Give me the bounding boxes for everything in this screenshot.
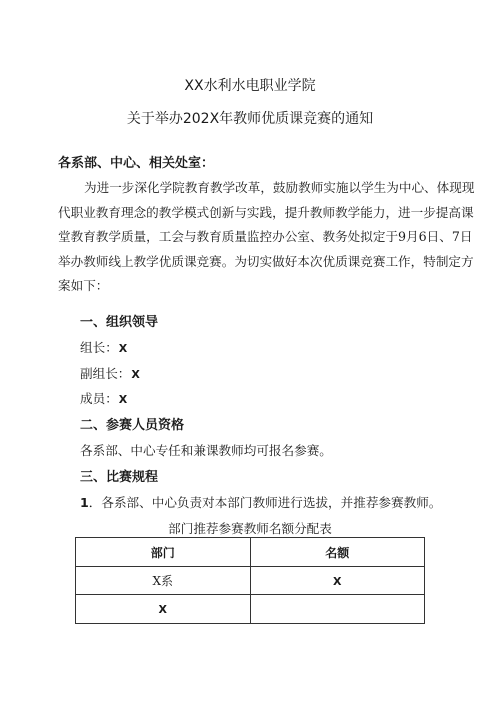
rule-1 [80,492,441,511]
salutation: 各系部、中心、相关处室： [58,156,215,171]
member-line [80,388,127,407]
leader-value: X [118,342,128,355]
header-quota: 名额 [250,538,425,567]
table-caption: 部门推荐参赛教师名额分配表 [168,521,332,536]
eligibility-text: 各系部、中心专任和兼课教师均可报名参赛。 [80,443,332,458]
rule-number: 1 [80,495,89,510]
intro-line: 案如下： [58,278,109,293]
deputy-line [80,363,140,382]
member-value: X [118,393,128,406]
notice-title: 关于举办202X年教师优质课竞赛的通知 [126,111,374,127]
table-row [76,567,425,595]
deputy-label: 副组长： [80,366,131,381]
quota-cell [250,595,425,624]
intro-line: 举办教师线上教学优质课竞赛。为切实做好本次优质课竞赛工作，特制定方 [58,253,474,269]
intro-line: 为进一步深化学院教育教学改革，鼓励教师实施以学生为中心、体现现 [84,180,475,195]
quota-cell: X [250,567,425,595]
intro-line: 代职业教育理念的教学模式创新与实践，提升教师教学能力，进一步提高课 [58,204,474,220]
table-row [76,595,425,624]
intro-paragraph [58,176,475,299]
section-heading-rules: 三、比赛规程 [80,470,159,485]
section-heading-organization: 一、组织领导 [80,315,159,330]
deputy-value: X [131,368,140,381]
quota-table [75,537,425,624]
department-cell: X [76,595,251,624]
table-header-row [76,538,425,567]
member-label: 成员： [80,391,118,406]
header-department: 部门 [76,538,251,567]
leader-line [80,337,127,356]
section-heading-eligibility: 二、参赛人员资格 [80,418,185,433]
institution-name: XX水利水电职业学院 [184,78,316,94]
leader-label: 组长： [80,340,118,355]
intro-line: 堂教育教学质量，工会与教育质量监控办公室、教务处拟定于9月6日、7日 [58,229,473,244]
rule-text: ．各系部、中心负责对本部门教师进行选拔，并推荐参赛教师。 [88,495,442,510]
department-cell: X系 [76,567,251,595]
